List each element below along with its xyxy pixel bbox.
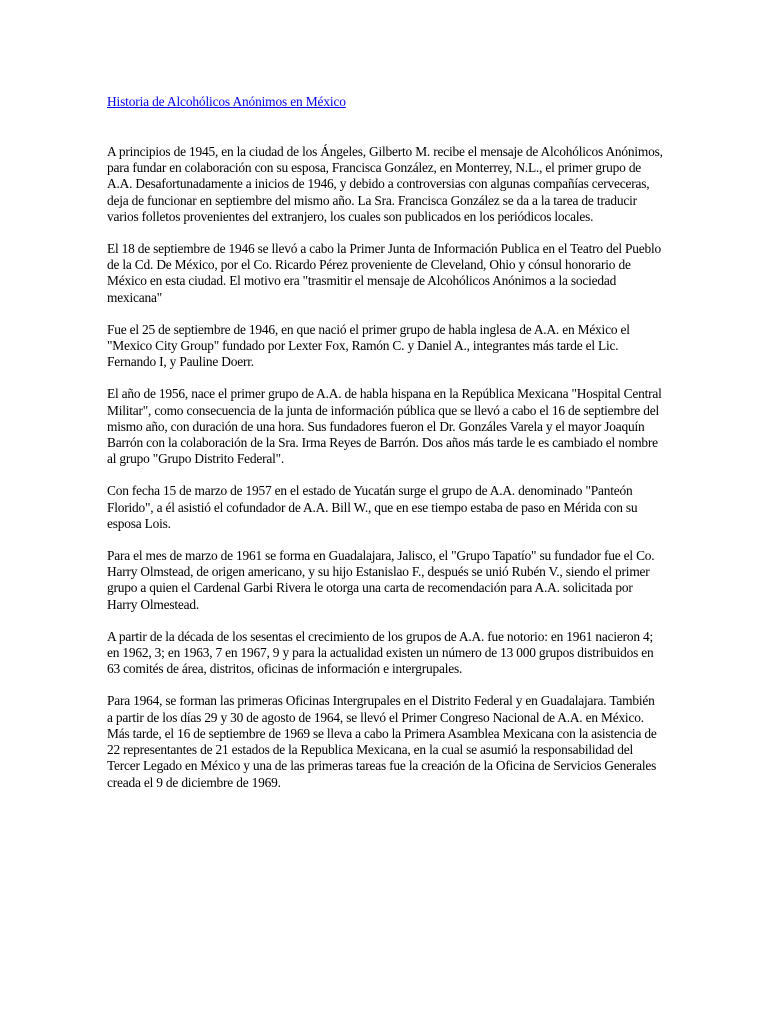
paragraph-1945-monterrey: A principios de 1945, en la ciudad de los Ángeles, Gilberto M. recibe el mensaje de Alcohólicos Anónimos, para fundar en colaboración con su esposa, Francisca González, en Monterrey, N.L., el primer grupo de A.A. Desafortunadamente a inicios de 1946, y debido a controversias con algunas compañías cerveceras, deja de funcionar en septiembre del mismo año. La Sra. Francisca González se da a la tarea de traducir varios folletos provenientes del extranjero, los cuales son publicados en los periódicos locales. — [107, 144, 663, 224]
paragraph-growth-sixties: A partir de la década de los sesentas el crecimiento de los grupos de A.A. fue notorio: en 1961 nacieron 4; en 1962, 3; en 1963, 7 en 1967, 9 y para la actualidad existen un número de 13 000 grupos distribuidos en 63 comités de área, distritos, oficinas de información e intergrupales. — [107, 628, 654, 677]
paragraph-1964-oficinas-intergrupales: Para 1964, se forman las primeras Oficinas Intergrupales en el Distrito Federal y en Guadalajara. También a partir de los días 29 y 30 de agosto de 1964, se llevó el Primer Congreso Nacional de A.A. en México. Más tarde, el 16 de septiembre de 1969 se lleva a cabo la Primera Asamblea Mexicana con la asistencia de 22 representantes de 21 estados de la Republica Mexicana, en la cual se asumió la responsabilidad del Tercer Legado en México y una de las primeras tareas fue la creación de la Oficina de Servicios Generales creada el 9 de diciembre de 1969. — [107, 693, 657, 790]
document-body — [107, 144, 663, 791]
document-title-link[interactable]: Historia de Alcohólicos Anónimos en México — [107, 94, 346, 109]
document-page — [107, 93, 663, 807]
paragraph-1956-hospital-central-militar: El año de 1956, nace el primer grupo de A.A. de habla hispana en la República Mexicana "Hospital Central Militar", como consecuencia de la junta de información pública que se llevó a cabo el 16 de septiembre del mismo año, con duración de una hora. Sus fundadores fueron el Dr. Gonzáles Varela y el mayor Joaquín Barrón con la colaboración de la Sra. Irma Reyes de Barrón. Dos años más tarde le es cambiado el nombre al grupo "Grupo Distrito Federal". — [107, 386, 662, 467]
paragraph-1946-mexico-city-group: Fue el 25 de septiembre de 1946, en que nació el primer grupo de habla inglesa de A.A. en México el "Mexico City Group" fundado por Lexter Fox, Ramón C. y Daniel A., integrantes más tarde el Lic. Fernando I, y Pauline Doerr. — [107, 321, 630, 370]
paragraph-1946-junta-informacion: El 18 de septiembre de 1946 se llevó a cabo la Primer Junta de Información Publica en el Teatro del Pueblo de la Cd. De México, por el Co. Ricardo Pérez proveniente de Cleveland, Ohio y cónsul honorario de México en esta ciudad. El motivo era "trasmitir el mensaje de Alcohólicos Anónimos a la sociedad mexicana" — [107, 241, 661, 305]
paragraph-1957-panteon-florido: Con fecha 15 de marzo de 1957 en el estado de Yucatán surge el grupo de A.A. denominado "Panteón Florido", a él asistió el cofundador de A.A. Bill W., que en ese tiempo estaba de paso en Mérida con su esposa Lois. — [107, 483, 638, 531]
paragraph-1961-grupo-tapatio: Para el mes de marzo de 1961 se forma en Guadalajara, Jalisco, el "Grupo Tapatío" su fundador fue el Co. Harry Olmstead, de origen americano, y su hijo Estanislao F., después se unió Rubén V., siendo el primer grupo a quien el Cardenal Garbi Rivera le otorga una carta de recomendación para A.A. solicitada por Harry Olmestead. — [107, 548, 655, 612]
